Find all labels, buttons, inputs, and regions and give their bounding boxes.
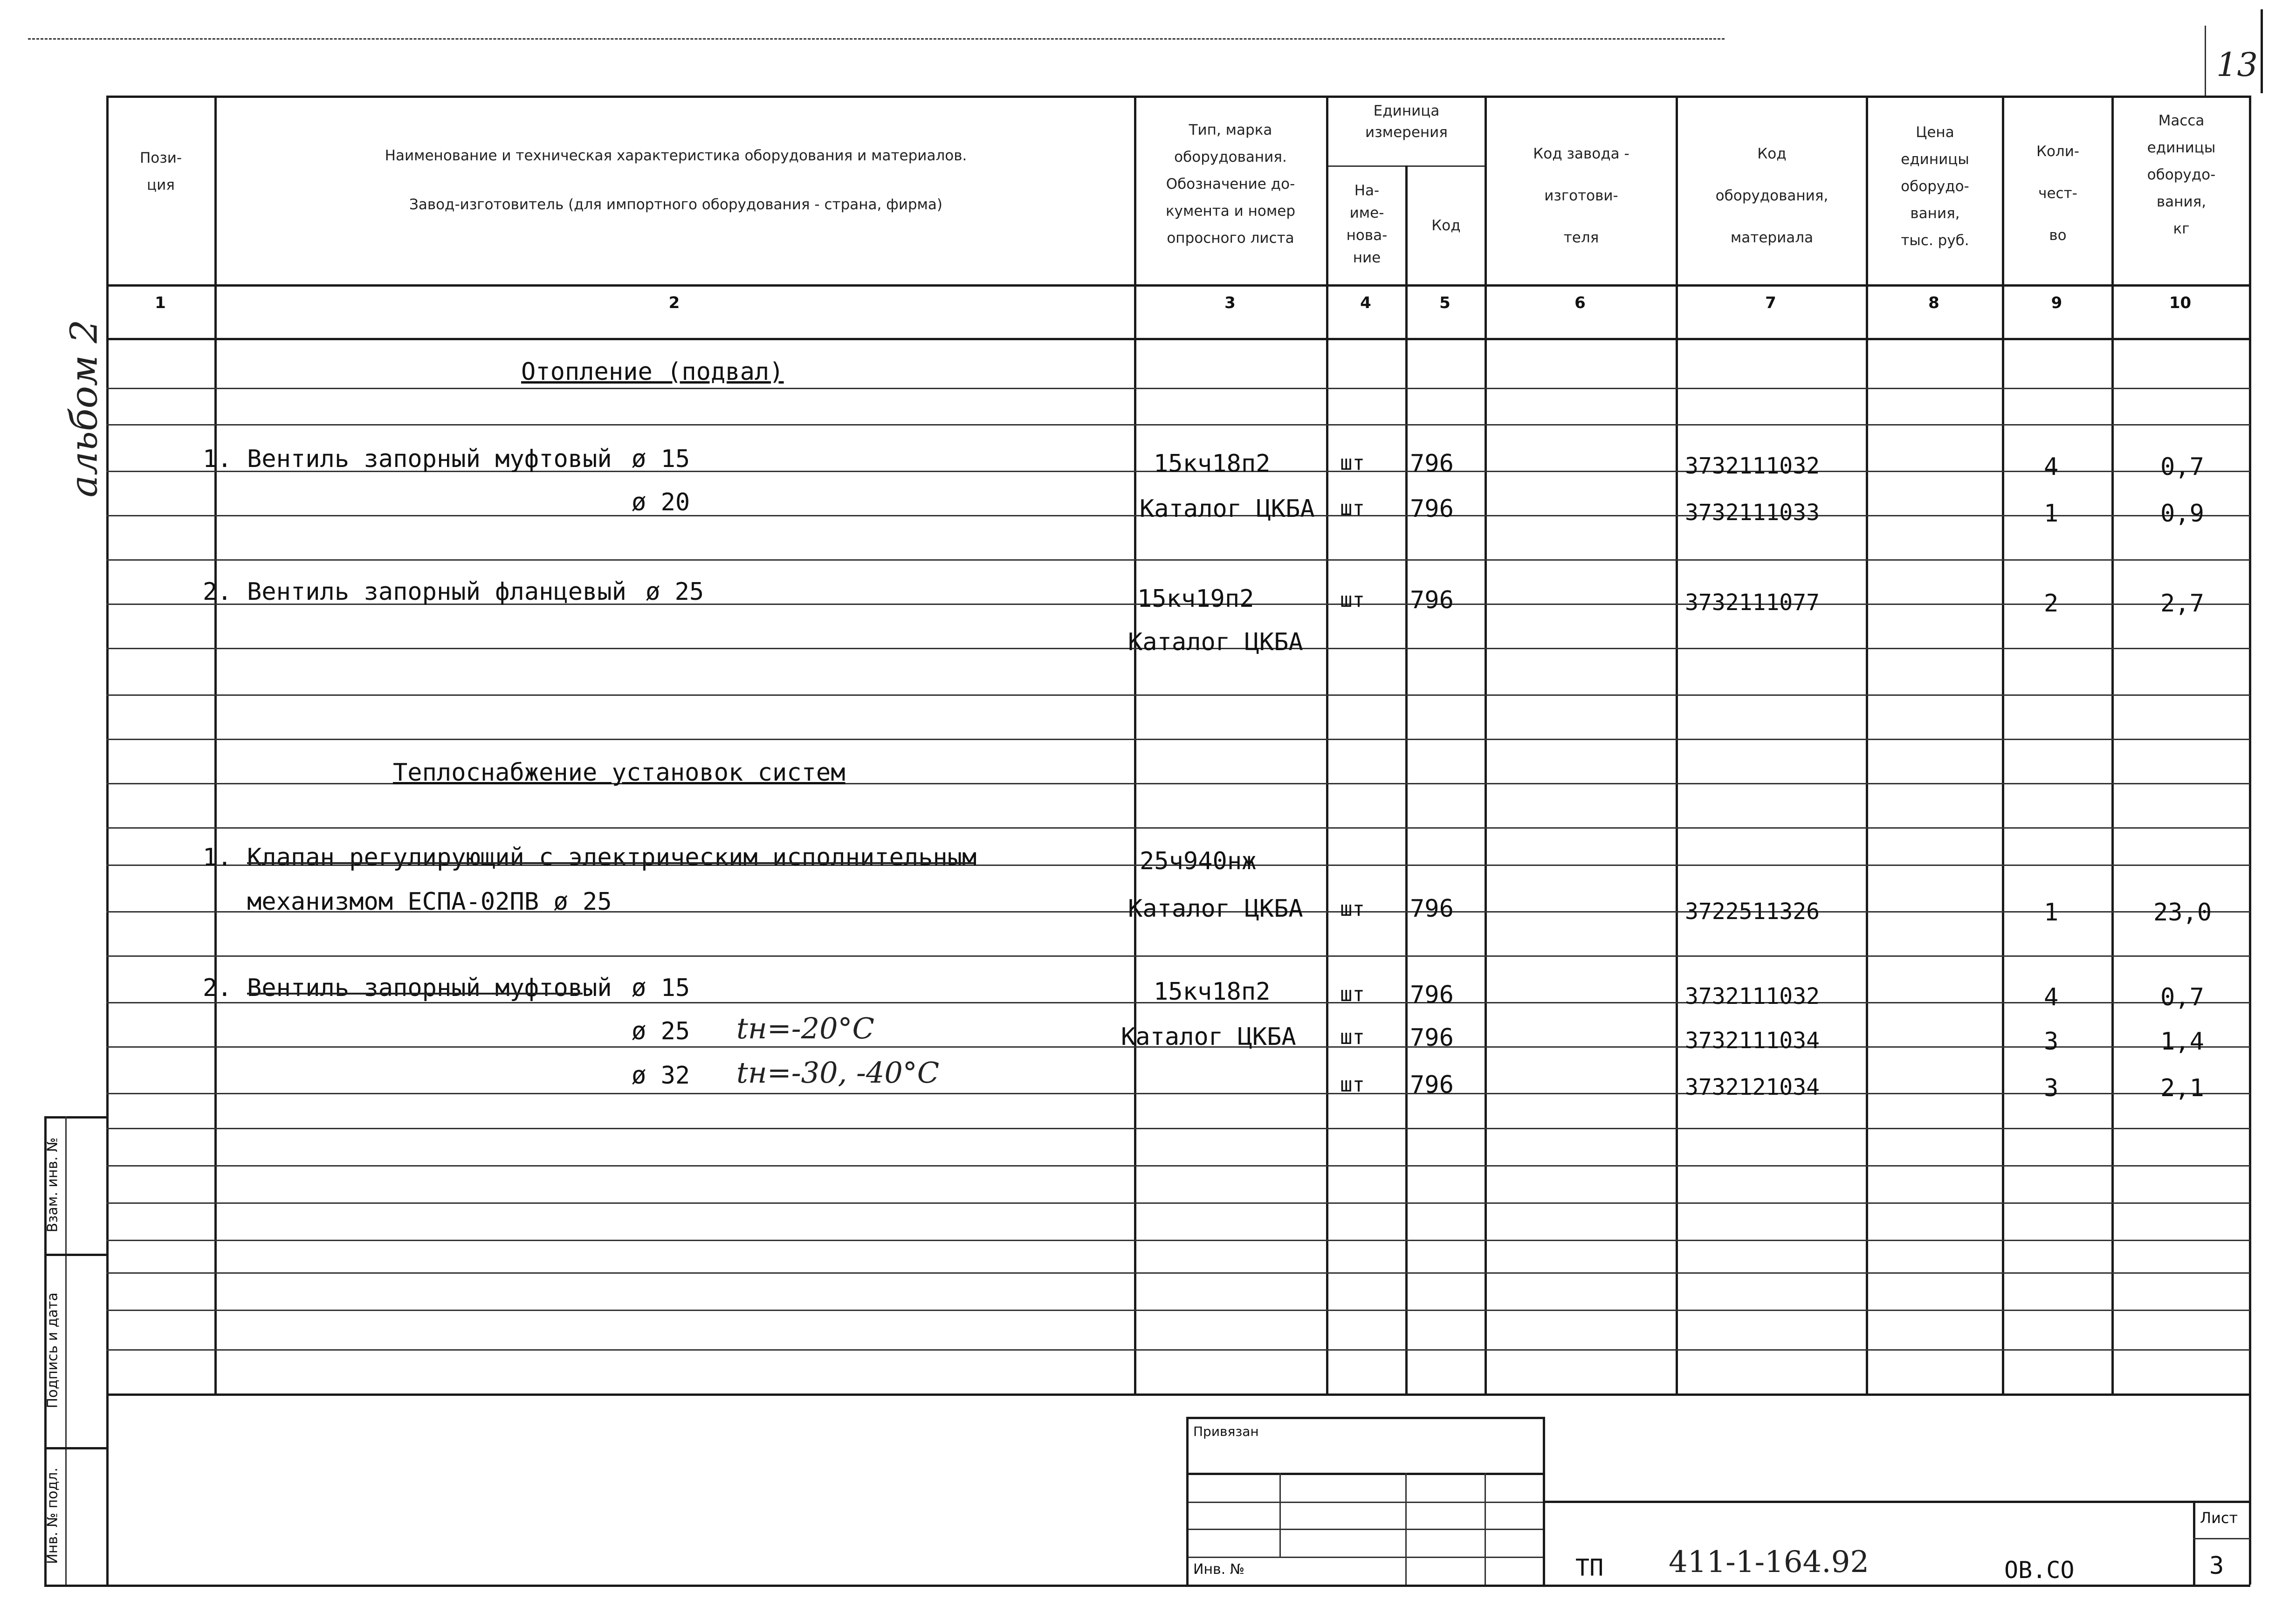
tb-sheet-left xyxy=(2193,1501,2195,1585)
row-line xyxy=(106,955,2250,957)
row0-position: 1. xyxy=(203,445,232,473)
row3-type: Каталог ЦКБА xyxy=(1128,628,1303,656)
tb-sheet-label: Лист xyxy=(2200,1509,2238,1527)
stamp-inner-line xyxy=(65,1116,67,1587)
col-border-left xyxy=(106,96,109,1585)
col-border-3 xyxy=(1326,96,1328,1396)
tb-doc-number: 411-1-164.92 xyxy=(1669,1545,1870,1579)
colnum-8: 8 xyxy=(1928,294,1939,312)
row7-temperature: tн=-20°C xyxy=(736,1011,874,1045)
row6-position: 2. xyxy=(203,974,232,1002)
row-line xyxy=(106,1240,2250,1241)
row-line xyxy=(106,388,2250,389)
row0-quantity: 4 xyxy=(2044,453,2059,481)
col-border-8 xyxy=(2002,96,2004,1396)
margin-note: альбом 2 xyxy=(62,319,106,498)
sheet-number-corner: 13 xyxy=(2216,46,2258,84)
row-line xyxy=(106,827,2250,829)
col-border-2 xyxy=(1134,96,1136,1396)
row0-diameter: ø 15 xyxy=(632,445,690,473)
colnum-2: 2 xyxy=(668,294,680,312)
section-title-heat-supply: Теплоснабжение установок систем xyxy=(393,759,846,787)
row-line xyxy=(106,424,2250,426)
row8-unit: шт xyxy=(1340,1073,1365,1097)
row5-name: механизмом ЕСПА-02ПВ ø 25 xyxy=(247,888,612,916)
row2-quantity: 2 xyxy=(2044,590,2059,618)
tb-privyazan-top xyxy=(1186,1417,1543,1419)
tb-row-2 xyxy=(1186,1502,1543,1503)
row-line xyxy=(106,1272,2250,1274)
tb-sheet-div xyxy=(2193,1538,2250,1539)
row0-mass: 0,7 xyxy=(2160,453,2204,481)
row0-type: 15кч18п2 xyxy=(1154,450,1271,478)
row1-unit-code: 796 xyxy=(1410,495,1454,523)
header-type: Тип, марка оборудования. Обозначение до- кумента и номер опросного листа xyxy=(1165,122,1296,247)
row-line xyxy=(106,1349,2250,1351)
row8-equipment-code: 3732121034 xyxy=(1685,1074,1820,1100)
row2-diameter: ø 25 xyxy=(646,578,704,606)
row2-type: 15кч19п2 xyxy=(1137,585,1254,613)
header-unit-code: Код xyxy=(1431,217,1461,234)
tb-sheet-value: 3 xyxy=(2209,1552,2224,1580)
col-border-1 xyxy=(214,96,217,1396)
tb-privyazan-label: Привязан xyxy=(1193,1424,1259,1439)
col-border-9 xyxy=(2111,96,2114,1396)
strike-row4 xyxy=(247,862,974,864)
row6-type: 15кч18п2 xyxy=(1154,978,1271,1006)
row4-name: Клапан регулирующий с электрическим исполнительным xyxy=(247,844,977,872)
header-quantity: Коли- чест- во xyxy=(2036,143,2080,244)
sheet-bottom-line xyxy=(44,1585,2250,1587)
col-border-right xyxy=(2249,96,2251,1585)
row0-unit: шт xyxy=(1340,451,1365,475)
row-line xyxy=(106,559,2250,561)
tb-doc-mark: ОВ.СО xyxy=(2004,1557,2075,1584)
table-bottom-border xyxy=(106,1393,2250,1396)
row-line xyxy=(106,1093,2250,1094)
row2-name: Вентиль запорный фланцевый xyxy=(247,578,626,606)
header-price: Цена единицы оборудо- вания, тыс. руб. xyxy=(1901,124,1969,249)
row-line xyxy=(106,1202,2250,1204)
row-line xyxy=(106,739,2250,740)
table-top-border xyxy=(106,96,2250,98)
numrow-bottom-border xyxy=(106,338,2250,340)
row1-type: Каталог ЦКБА xyxy=(1140,495,1315,523)
col-border-5 xyxy=(1485,96,1487,1396)
tb-col-3 xyxy=(1485,1473,1486,1585)
row-line xyxy=(106,1310,2250,1311)
corner-tick xyxy=(2205,26,2206,98)
colnum-9: 9 xyxy=(2051,294,2062,312)
row-line xyxy=(106,1128,2250,1129)
row1-unit: шт xyxy=(1340,496,1365,520)
colnum-4: 4 xyxy=(1360,294,1371,312)
row0-equipment-code: 3732111032 xyxy=(1685,453,1820,479)
row2-unit: шт xyxy=(1340,588,1365,612)
tb-row-4 xyxy=(1186,1557,1543,1558)
row7-unit: шт xyxy=(1340,1025,1365,1049)
stamp-replace-inv: Взам. инв. № xyxy=(44,1137,61,1233)
header-name-line2: Завод-изготовитель (для импортного оборудования - страна, фирма) xyxy=(409,196,943,213)
section-title-heating: Отопление (подвал) xyxy=(521,358,784,386)
row7-quantity: 3 xyxy=(2044,1028,2059,1056)
tb-col-2 xyxy=(1405,1473,1407,1585)
stamp-signature-date: Подпись и дата xyxy=(44,1292,61,1408)
row7-diameter: ø 25 xyxy=(632,1017,690,1045)
row0-name: Вентиль запорный муфтовый xyxy=(247,445,612,473)
row6-mass: 0,7 xyxy=(2160,983,2204,1011)
header-mass: Масса единицы оборудо- вания, кг xyxy=(2147,112,2216,237)
row5-equipment-code: 3722511326 xyxy=(1685,899,1820,925)
tb-doc-prefix: ТП xyxy=(1575,1554,1604,1581)
row2-unit-code: 796 xyxy=(1410,586,1454,614)
row4-position: 1. xyxy=(203,844,232,872)
row7-equipment-code: 3732111034 xyxy=(1685,1028,1820,1054)
row5-type: Каталог ЦКБА xyxy=(1128,895,1303,923)
row6-unit-code: 796 xyxy=(1410,981,1454,1009)
tb-doc-top xyxy=(1543,1501,2250,1503)
row6-diameter: ø 15 xyxy=(632,974,690,1002)
row6-quantity: 4 xyxy=(2044,983,2059,1011)
tb-inv-label: Инв. № xyxy=(1193,1561,1245,1578)
row5-quantity: 1 xyxy=(2044,899,2059,927)
row-line xyxy=(106,694,2250,696)
row8-temperature: tн=-30, -40°C xyxy=(736,1056,940,1090)
row6-equipment-code: 3732111032 xyxy=(1685,983,1820,1009)
colnum-6: 6 xyxy=(1574,294,1586,312)
tb-left xyxy=(1186,1417,1189,1585)
col-border-4 xyxy=(1405,165,1408,1396)
row7-mass: 1,4 xyxy=(2160,1028,2204,1056)
row2-equipment-code: 3732111077 xyxy=(1685,590,1820,616)
row8-diameter: ø 32 xyxy=(632,1062,690,1090)
row7-unit-code: 796 xyxy=(1410,1024,1454,1052)
row5-unit-code: 796 xyxy=(1410,895,1454,923)
header-bottom-border xyxy=(106,284,2250,287)
header-name-line1: Наименование и техническая характеристика оборудования и материалов. xyxy=(385,147,967,164)
row8-mass: 2,1 xyxy=(2160,1074,2204,1102)
strike-row6 xyxy=(247,993,583,995)
row6-name: Вентиль запорный муфтовый xyxy=(247,974,612,1002)
stamp-original-inv: Инв. № подл. xyxy=(44,1468,61,1564)
header-unit-group: Единица измерения xyxy=(1365,103,1448,141)
row8-quantity: 3 xyxy=(2044,1074,2059,1102)
header-unit-name: На- име- нова- ние xyxy=(1346,182,1388,266)
col-border-7 xyxy=(1866,96,1868,1396)
colnum-10: 10 xyxy=(2169,294,2192,312)
row5-unit: шт xyxy=(1340,897,1365,921)
row0-unit-code: 796 xyxy=(1410,450,1454,478)
row2-mass: 2,7 xyxy=(2160,590,2204,618)
header-factory-code: Код завода - изготови- теля xyxy=(1533,145,1629,246)
row7-type: Каталог ЦКБА xyxy=(1121,1023,1296,1051)
top-trim-line xyxy=(28,38,1725,40)
row1-diameter: ø 20 xyxy=(632,488,690,516)
row1-mass: 0,9 xyxy=(2160,500,2204,528)
row5-mass: 23,0 xyxy=(2153,899,2212,927)
corner-edge xyxy=(2261,9,2263,93)
col-border-6 xyxy=(1676,96,1678,1396)
stamp-div-1 xyxy=(44,1254,106,1256)
row6-unit: шт xyxy=(1340,982,1365,1006)
header-position: Пози- ция xyxy=(139,150,182,193)
row4-type: 25ч940нж xyxy=(1140,847,1257,875)
row8-unit-code: 796 xyxy=(1410,1071,1454,1099)
tb-row-3 xyxy=(1186,1529,1543,1530)
row1-equipment-code: 3732111033 xyxy=(1685,500,1820,526)
colnum-5: 5 xyxy=(1439,294,1450,312)
colnum-3: 3 xyxy=(1224,294,1236,312)
row1-quantity: 1 xyxy=(2044,500,2059,528)
row-line xyxy=(106,1165,2250,1167)
tb-col-1 xyxy=(1279,1473,1281,1557)
colnum-1: 1 xyxy=(155,294,166,312)
row2-position: 2. xyxy=(203,578,232,606)
header-equipment-code: Код оборудования, материала xyxy=(1715,145,1829,246)
tb-row-1 xyxy=(1186,1473,1543,1475)
colnum-7: 7 xyxy=(1765,294,1776,312)
